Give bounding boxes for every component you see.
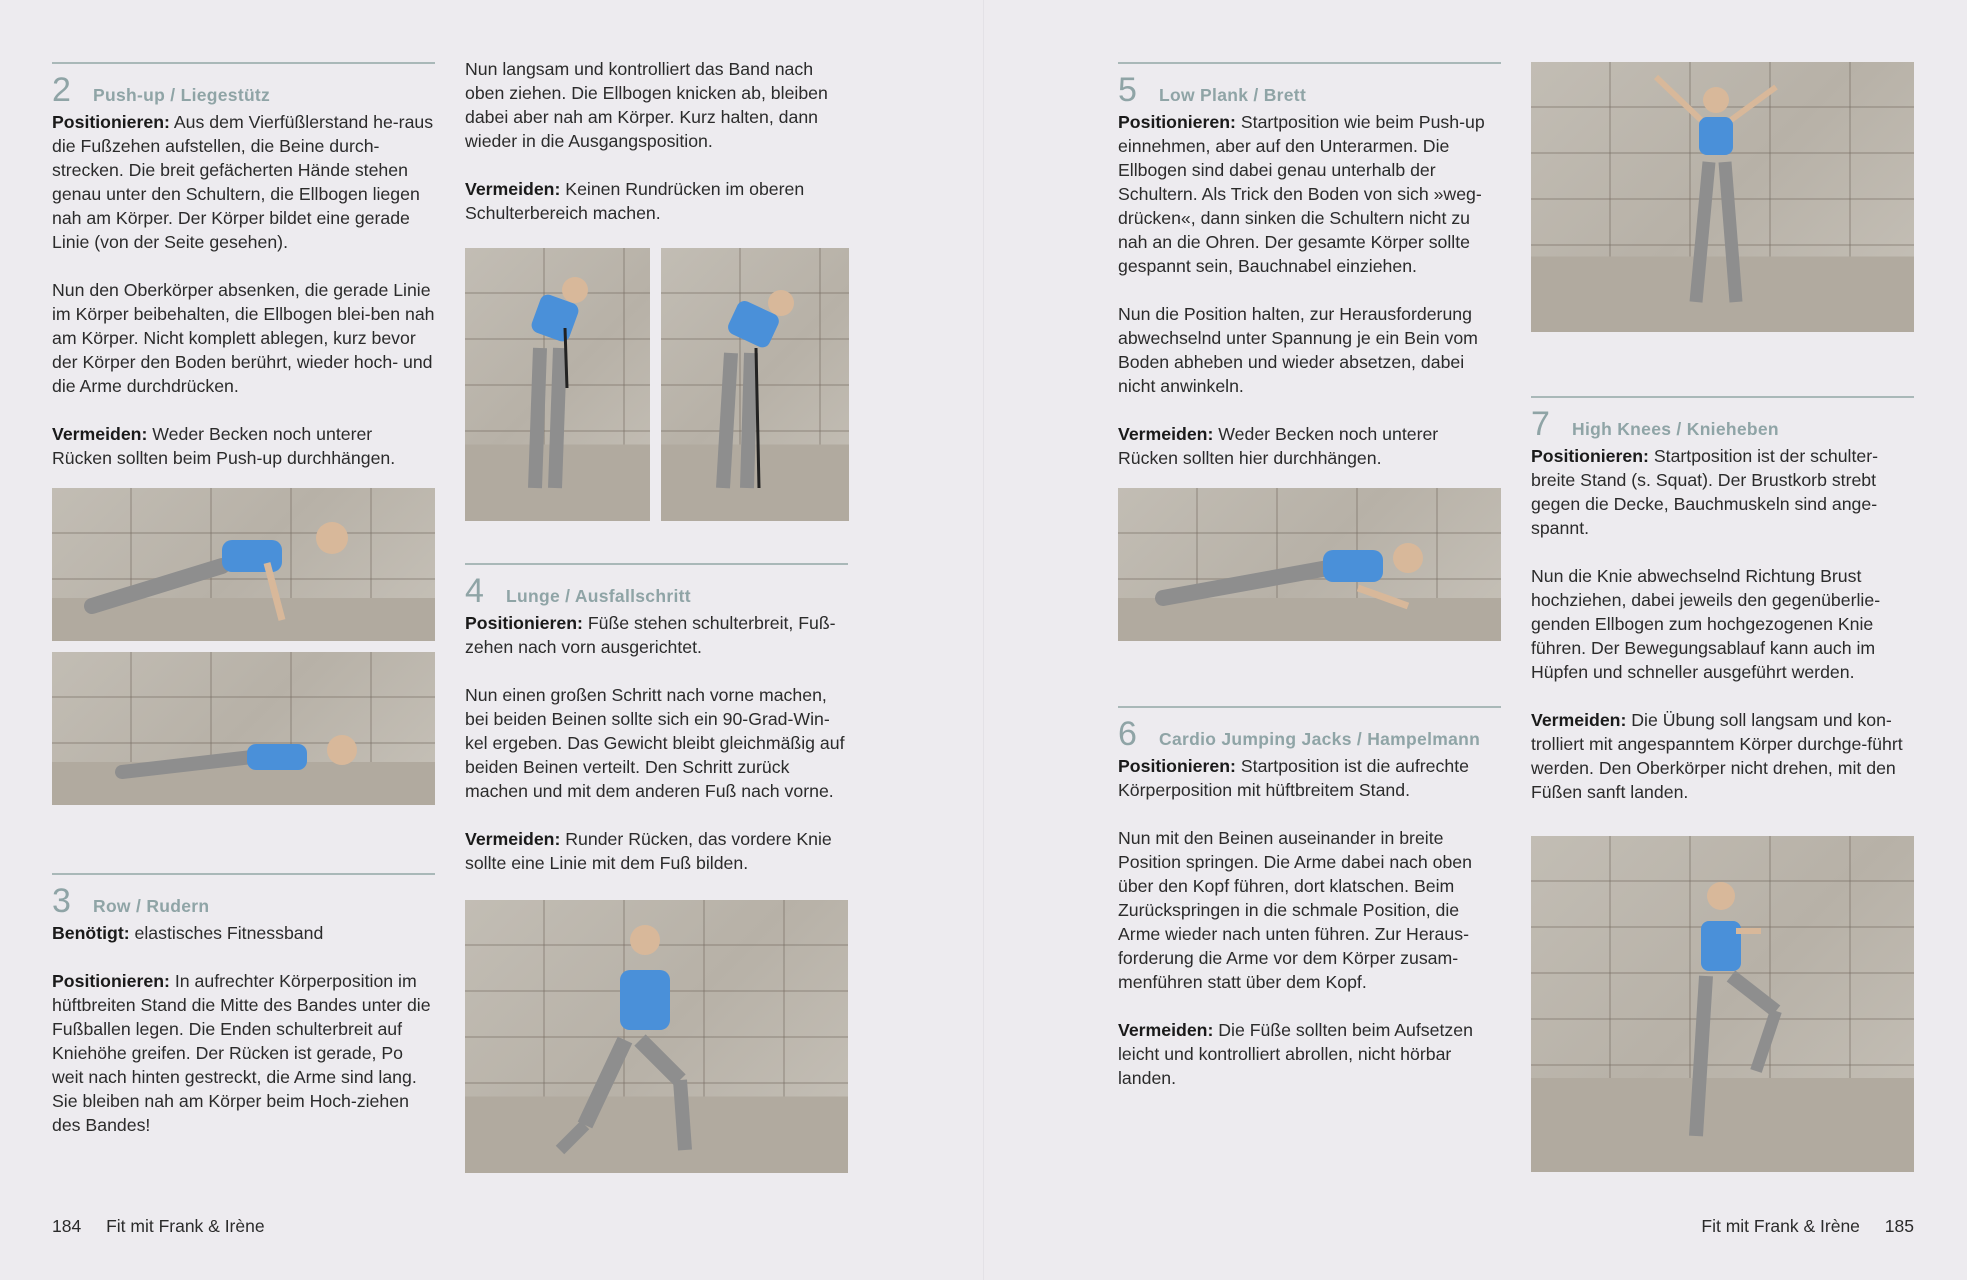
exercise-4-block [465, 563, 848, 875]
photo-row-pull [661, 248, 849, 521]
footer-left [52, 1216, 265, 1237]
footer-right [1701, 1216, 1914, 1237]
label-benoetigt: Benötigt: [52, 923, 130, 943]
person-lunge-figure [465, 900, 848, 1173]
label-positionieren: Positionieren: [1118, 756, 1236, 776]
section-rule [1118, 706, 1501, 708]
exercise-title: High Knees / Knieheben [1572, 419, 1779, 439]
exercise-3-continued [465, 57, 848, 225]
exercise-6-header [1118, 714, 1501, 754]
avoid-text: Keinen Rundrücken im oberen Schulterbereich machen. [465, 179, 805, 223]
photo-lunge [465, 900, 848, 1173]
person-plank-figure [1118, 488, 1501, 641]
section-rule [1531, 396, 1914, 398]
label-positionieren: Positionieren: [1531, 446, 1649, 466]
exercise-number: 7 [1531, 405, 1550, 443]
exercise-7-block [1531, 396, 1914, 804]
label-vermeiden: Vermeiden: [1118, 1020, 1214, 1040]
photo-row-start [465, 248, 650, 521]
position-text: Füße stehen schulterbreit, Fuß-zehen nach vorn ausgerichtet. [465, 613, 836, 657]
label-vermeiden: Vermeiden: [465, 179, 561, 199]
exercise-7-header [1531, 404, 1914, 444]
exercise-5-avoid [1118, 422, 1501, 470]
exercise-number: 4 [465, 572, 484, 610]
position-text: Startposition ist die aufrechte Körperposition mit hüftbreitem Stand. [1118, 756, 1469, 800]
exercise-number: 3 [52, 882, 71, 920]
position-text: Startposition ist der schulter-breite Stand (s. Squat). Der Brustkorb strebt gegen die Decke, Bauchmuskeln sind ange-spannt. [1531, 446, 1878, 538]
exercise-2-header [52, 70, 435, 110]
exercise-number: 2 [52, 71, 71, 109]
label-vermeiden: Vermeiden: [465, 829, 561, 849]
label-positionieren: Positionieren: [52, 971, 170, 991]
exercise-4-header [465, 571, 848, 611]
avoid-text: Die Übung soll langsam und kon-trolliert mit angespanntem Körper durchge-führt werden. Den Oberkörper nicht drehen, mit den Füßen sanft landen. [1531, 710, 1903, 802]
label-vermeiden: Vermeiden: [1531, 710, 1627, 730]
photo-high-knees [1531, 836, 1914, 1172]
person-jumping-jacks-figure [1531, 62, 1914, 332]
page-gutter [983, 0, 984, 1280]
exercise-7-avoid [1531, 708, 1914, 804]
exercise-5-position [1118, 110, 1501, 278]
exercise-2-position [52, 110, 435, 254]
exercise-6-body: Nun mit den Beinen auseinander in breite Position springen. Die Arme dabei nach oben über den Kopf führen, dort klatschen. Beim Zurückspringen in die schmale Position, die Arme wieder nach unten führen. Zur Heraus-forderung die Arme vor dem Körper zusam-menführen statt über dem Kopf. [1118, 828, 1472, 992]
section-rule [52, 62, 435, 64]
exercise-7-position [1531, 444, 1914, 540]
exercise-3-body: Nun langsam und kontrolliert das Band nach oben ziehen. Die Ellbogen knicken ab, bleiben dabei aber nah am Körper. Kurz halten, dann wieder in die Ausgangsposition. [465, 59, 828, 151]
exercise-4-position [465, 611, 848, 659]
person-pushup-up-figure [52, 488, 435, 641]
avoid-text: Weder Becken noch unterer Rücken sollten hier durchhängen. [1118, 424, 1439, 468]
label-positionieren: Positionieren: [1118, 112, 1236, 132]
section-rule [465, 563, 848, 565]
exercise-6-position [1118, 754, 1501, 802]
photo-plank [1118, 488, 1501, 641]
position-text: Aus dem Vierfüßlerstand he-raus die Fußzehen aufstellen, die Beine durch-strecken. Die breit gefächerten Hände stehen genau unter den Schultern, die Ellbogen liegen nah am Körper. Der Körper bildet eine gerade Linie (von der Seite gesehen). [52, 112, 434, 252]
exercise-number: 5 [1118, 71, 1137, 109]
label-vermeiden: Vermeiden: [52, 424, 148, 444]
exercise-6-block [1118, 706, 1501, 1090]
exercise-7-body: Nun die Knie abwechselnd Richtung Brust hochziehen, dabei jeweils den gegenüberlie-genden Ellbogen zum hochgezogenen Knie führen. Der Bewegungsablauf kann auch im Hüpfen und schneller ausgeführt werden. [1531, 566, 1881, 682]
exercise-5-body: Nun die Position halten, zur Herausforderung abwechselnd unter Spannung je ein Bein vom Boden abheben und wieder absetzen, dabei nicht anwinkeln. [1118, 304, 1478, 396]
photo-jumping-jacks [1531, 62, 1914, 332]
label-vermeiden: Vermeiden: [1118, 424, 1214, 444]
exercise-title: Cardio Jumping Jacks / Hampelmann [1159, 729, 1481, 749]
exercise-5-block [1118, 62, 1501, 470]
exercise-3-need [52, 921, 435, 945]
exercise-title: Low Plank / Brett [1159, 85, 1307, 105]
exercise-title: Push-up / Liegestütz [93, 85, 271, 105]
exercise-title: Lunge / Ausfallschritt [506, 586, 691, 606]
exercise-4-avoid [465, 827, 848, 875]
exercise-3-header [52, 881, 435, 921]
exercise-3-position [52, 969, 435, 1137]
photo-pushup-down [52, 652, 435, 805]
exercise-2-avoid [52, 422, 435, 470]
label-positionieren: Positionieren: [465, 613, 583, 633]
book-title: Fit mit Frank & Irène [106, 1216, 265, 1236]
position-text: In aufrechter Körperposition im hüftbreiten Stand die Mitte des Bandes unter die Fußballen legen. Die Enden schulterbreit auf Kniehöhe greifen. Der Rücken ist gerade, Po weit nach hinten gestreckt, die Arme sind lang. Sie bleiben nah am Körper beim Hoch-ziehen des Bandes! [52, 971, 431, 1135]
avoid-text: Runder Rücken, das vordere Knie sollte eine Linie mit dem Fuß bilden. [465, 829, 832, 873]
exercise-2-body: Nun den Oberkörper absenken, die gerade Linie im Körper beibehalten, die Ellbogen blei-ben nah am Körper. Nicht komplett ablegen, kurz bevor der Körper den Boden berührt, wieder hoch- und die Arme durchdrücken. [52, 280, 435, 396]
label-positionieren: Positionieren: [52, 112, 170, 132]
exercise-number: 6 [1118, 715, 1137, 753]
avoid-text: Die Füße sollten beim Aufsetzen leicht und kontrolliert abrollen, nicht hörbar landen. [1118, 1020, 1473, 1088]
exercise-4-body: Nun einen großen Schritt nach vorne machen, bei beiden Beinen sollte sich ein 90-Grad-Win-kel ergeben. Das Gewicht bleibt gleichmäßig auf beiden Beinen verteilt. Den Schritt zurück machen und mit dem anderen Fuß nach vorne. [465, 685, 845, 801]
exercise-title: Row / Rudern [93, 896, 210, 916]
book-title: Fit mit Frank & Irène [1701, 1216, 1860, 1236]
exercise-3-block [52, 873, 435, 1137]
exercise-3-avoid [465, 177, 848, 225]
page-number: 184 [52, 1216, 82, 1236]
need-text: elastisches Fitnessband [129, 923, 324, 943]
section-rule [52, 873, 435, 875]
person-row-start-figure [465, 248, 650, 521]
person-row-pull-figure [661, 248, 849, 521]
person-pushup-down-figure [52, 652, 435, 805]
avoid-text: Weder Becken noch unterer Rücken sollten beim Push-up durchhängen. [52, 424, 396, 468]
exercise-6-avoid [1118, 1018, 1501, 1090]
position-text: Startposition wie beim Push-up einnehmen, aber auf den Unterarmen. Die Ellbogen sind dabei genau unterhalb der Schultern. Als Trick den Boden von sich »weg-drücken«, dann sinken die Schultern nicht zu nah an die Ohren. Der gesamte Körper sollte gespannt sein, Bauchnabel einziehen. [1118, 112, 1485, 276]
section-rule [1118, 62, 1501, 64]
photo-pushup-up [52, 488, 435, 641]
page-number: 185 [1884, 1216, 1914, 1236]
exercise-5-header [1118, 70, 1501, 110]
column-left-1 [52, 62, 435, 470]
person-high-knees-figure [1531, 836, 1914, 1172]
